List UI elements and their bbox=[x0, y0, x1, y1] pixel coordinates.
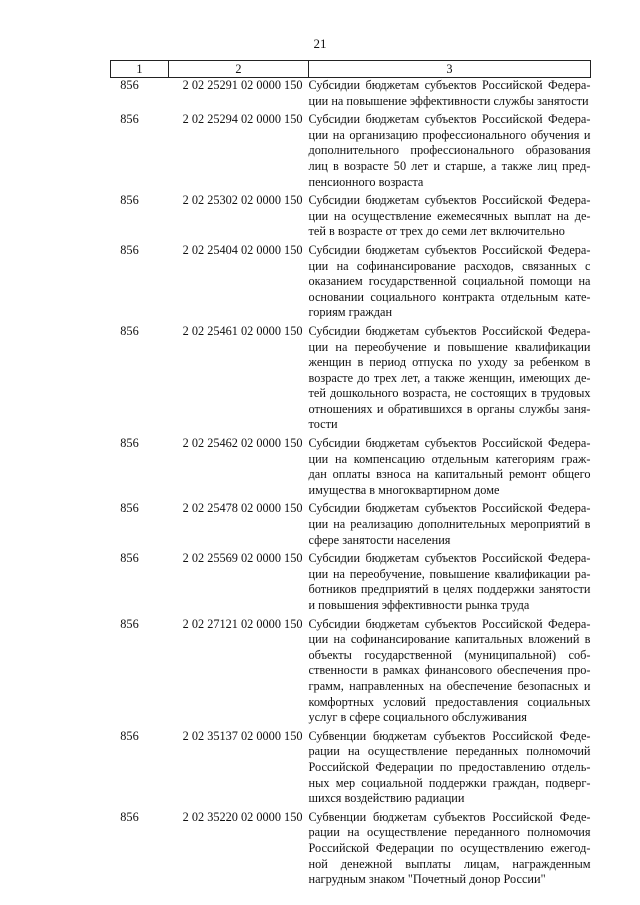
description-line: ции на софинансирование расходов, связанных с bbox=[308, 258, 591, 273]
header-col-3: 3 bbox=[309, 61, 591, 78]
description-line: объекты государственной (муниципальной) соб- bbox=[308, 647, 591, 662]
description-line: Субсидии бюджетам субъектов Российской Федера- bbox=[308, 501, 591, 516]
description-cell bbox=[309, 243, 591, 324]
budget-code-cell: 2 02 27121 02 0000 150 bbox=[182, 616, 303, 631]
table-row bbox=[111, 324, 591, 436]
admin-code-cell: 856 bbox=[120, 78, 139, 92]
income-codes-table bbox=[110, 60, 591, 891]
header-col-1: 1 bbox=[111, 61, 169, 78]
admin-code-cell: 856 bbox=[120, 112, 139, 127]
description-line: комфортных условий предоставления социальных bbox=[308, 694, 591, 709]
description-line: Субсидии бюджетам субъектов Российской Федера- bbox=[308, 193, 591, 208]
description-line: Субсидии бюджетам субъектов Российской Федера- bbox=[308, 323, 591, 338]
description-line: ции на переобучение и повышение квалификации bbox=[308, 339, 591, 354]
description-line: возрасте до трех лет, а также женщин, имеющих де- bbox=[308, 370, 591, 385]
budget-code-cell: 2 02 25294 02 0000 150 bbox=[182, 112, 303, 127]
description-line: ственности в рамках финансового обеспечения про- bbox=[308, 663, 591, 678]
description-line: тости bbox=[308, 417, 338, 432]
table-header bbox=[111, 61, 591, 78]
budget-code-cell: 2 02 35220 02 0000 150 bbox=[182, 809, 303, 824]
table-row bbox=[111, 193, 591, 243]
description-line: дан оплаты взноса на капитальный ремонт общего bbox=[308, 467, 591, 482]
admin-code-cell: 856 bbox=[120, 436, 139, 451]
admin-code-cell: 856 bbox=[120, 501, 139, 516]
description-line: рации на осуществление переданных полномочий bbox=[308, 744, 591, 759]
budget-code-cell: 2 02 25302 02 0000 150 bbox=[182, 193, 303, 208]
budget-code-cell: 2 02 25569 02 0000 150 bbox=[182, 551, 303, 566]
table-row bbox=[111, 243, 591, 324]
table-row bbox=[111, 112, 591, 193]
table-row bbox=[111, 617, 591, 729]
admin-code-cell: 856 bbox=[120, 551, 139, 566]
description-line: пенсионного возраста bbox=[308, 174, 424, 189]
description-line: оказанием государственной социальной помощи на bbox=[308, 274, 591, 289]
table-row bbox=[111, 78, 591, 113]
description-line: женщин в период отпуска по уходу за ребенком в bbox=[308, 355, 591, 370]
description-line: ции на софинансирование капитальных вложений в bbox=[308, 632, 591, 647]
description-cell bbox=[309, 501, 591, 551]
description-cell bbox=[309, 729, 591, 810]
budget-code-cell: 2 02 35137 02 0000 150 bbox=[182, 728, 303, 743]
description-line: ных мер социальной поддержки граждан, подверг- bbox=[308, 775, 591, 790]
budget-code-cell: 2 02 25461 02 0000 150 bbox=[182, 323, 303, 338]
description-line: основании социального контракта отдельным кате- bbox=[308, 289, 591, 304]
description-cell bbox=[309, 617, 591, 729]
description-line: Субсидии бюджетам субъектов Российской Федера- bbox=[308, 551, 591, 566]
description-line: ботников предприятий в целях поддержки занятости bbox=[308, 582, 591, 597]
description-cell bbox=[309, 193, 591, 243]
description-line: ции на реализацию дополнительных мероприятий в bbox=[308, 517, 591, 532]
description-line: ции на осуществление ежемесячных выплат на де- bbox=[308, 208, 591, 223]
description-line: ции на переобучение, повышение квалификации ра- bbox=[308, 566, 591, 581]
admin-code-cell: 856 bbox=[120, 809, 139, 824]
description-line: Субсидии бюджетам субъектов Российской Федера- bbox=[308, 112, 591, 127]
description-line: нагрудным знаком "Почетный донор России" bbox=[308, 872, 546, 887]
description-line: ции на компенсацию отдельным категориям граж- bbox=[308, 451, 591, 466]
budget-code-cell: 2 02 25478 02 0000 150 bbox=[182, 501, 303, 516]
description-line: лиц в возрасте 50 лет и старше, а также лиц пред- bbox=[308, 158, 591, 173]
description-line: Российской Федерации по осуществлению ежегод- bbox=[308, 840, 591, 855]
admin-code-cell: 856 bbox=[120, 616, 139, 631]
description-line: Субсидии бюджетам субъектов Российской Федера- bbox=[308, 78, 591, 92]
description-line: дополнительного профессионального образования bbox=[308, 143, 591, 158]
page-number: 21 bbox=[313, 36, 327, 51]
table-row bbox=[111, 551, 591, 616]
table-row bbox=[111, 810, 591, 891]
description-line: Субсидии бюджетам субъектов Российской Федера- bbox=[308, 436, 591, 451]
description-cell bbox=[309, 810, 591, 891]
description-line: Российской Федерации по предоставлению отдель- bbox=[308, 759, 591, 774]
description-line: сфере занятости населения bbox=[308, 532, 451, 547]
description-line: услуг в сфере социального обслуживания bbox=[308, 710, 527, 725]
description-cell bbox=[309, 112, 591, 193]
description-line: Субвенции бюджетам субъектов Российской Феде- bbox=[308, 809, 591, 824]
description-cell bbox=[309, 324, 591, 436]
description-line: Субвенции бюджетам субъектов Российской Феде- bbox=[308, 728, 591, 743]
description-cell bbox=[309, 436, 591, 501]
table-row bbox=[111, 501, 591, 551]
budget-code-cell: 2 02 25291 02 0000 150 bbox=[182, 78, 303, 92]
budget-code-cell: 2 02 25462 02 0000 150 bbox=[182, 436, 303, 451]
header-col-2: 2 bbox=[169, 61, 309, 78]
description-cell bbox=[309, 78, 591, 113]
description-line: отношениях и обратившихся в органы службы заня- bbox=[308, 401, 591, 416]
description-line: имущества в многоквартирном доме bbox=[308, 482, 500, 497]
budget-code-cell: 2 02 25404 02 0000 150 bbox=[182, 242, 303, 257]
admin-code-cell: 856 bbox=[120, 242, 139, 257]
admin-code-cell: 856 bbox=[120, 323, 139, 338]
description-line: Субсидии бюджетам субъектов Российской Федера- bbox=[308, 616, 591, 631]
description-line: шихся воздействию радиации bbox=[308, 791, 465, 806]
description-line: и повышения эффективности рынка труда bbox=[308, 598, 530, 612]
description-line: ной денежной выплаты лицам, награжденным bbox=[308, 856, 591, 871]
description-line: Субсидии бюджетам субъектов Российской Федера- bbox=[308, 242, 591, 257]
description-line: тей дошкольного возраста, не состоящих в трудовых bbox=[308, 386, 591, 401]
description-line: гориям граждан bbox=[308, 305, 393, 320]
description-line: ции на повышение эффективности службы занятости bbox=[308, 93, 589, 108]
description-line: тей в возрасте от трех до семи лет включительно bbox=[308, 224, 565, 239]
description-line: грамм, направленных на обеспечение безопасных и bbox=[308, 678, 591, 693]
description-line: рации на осуществление переданного полномочия bbox=[308, 825, 591, 840]
description-line: ции на организацию профессионального обучения и bbox=[308, 127, 591, 142]
description-cell bbox=[309, 551, 591, 616]
table-body bbox=[111, 78, 591, 891]
admin-code-cell: 856 bbox=[120, 728, 139, 743]
admin-code-cell: 856 bbox=[120, 193, 139, 208]
table-row bbox=[111, 729, 591, 810]
table-row bbox=[111, 436, 591, 501]
